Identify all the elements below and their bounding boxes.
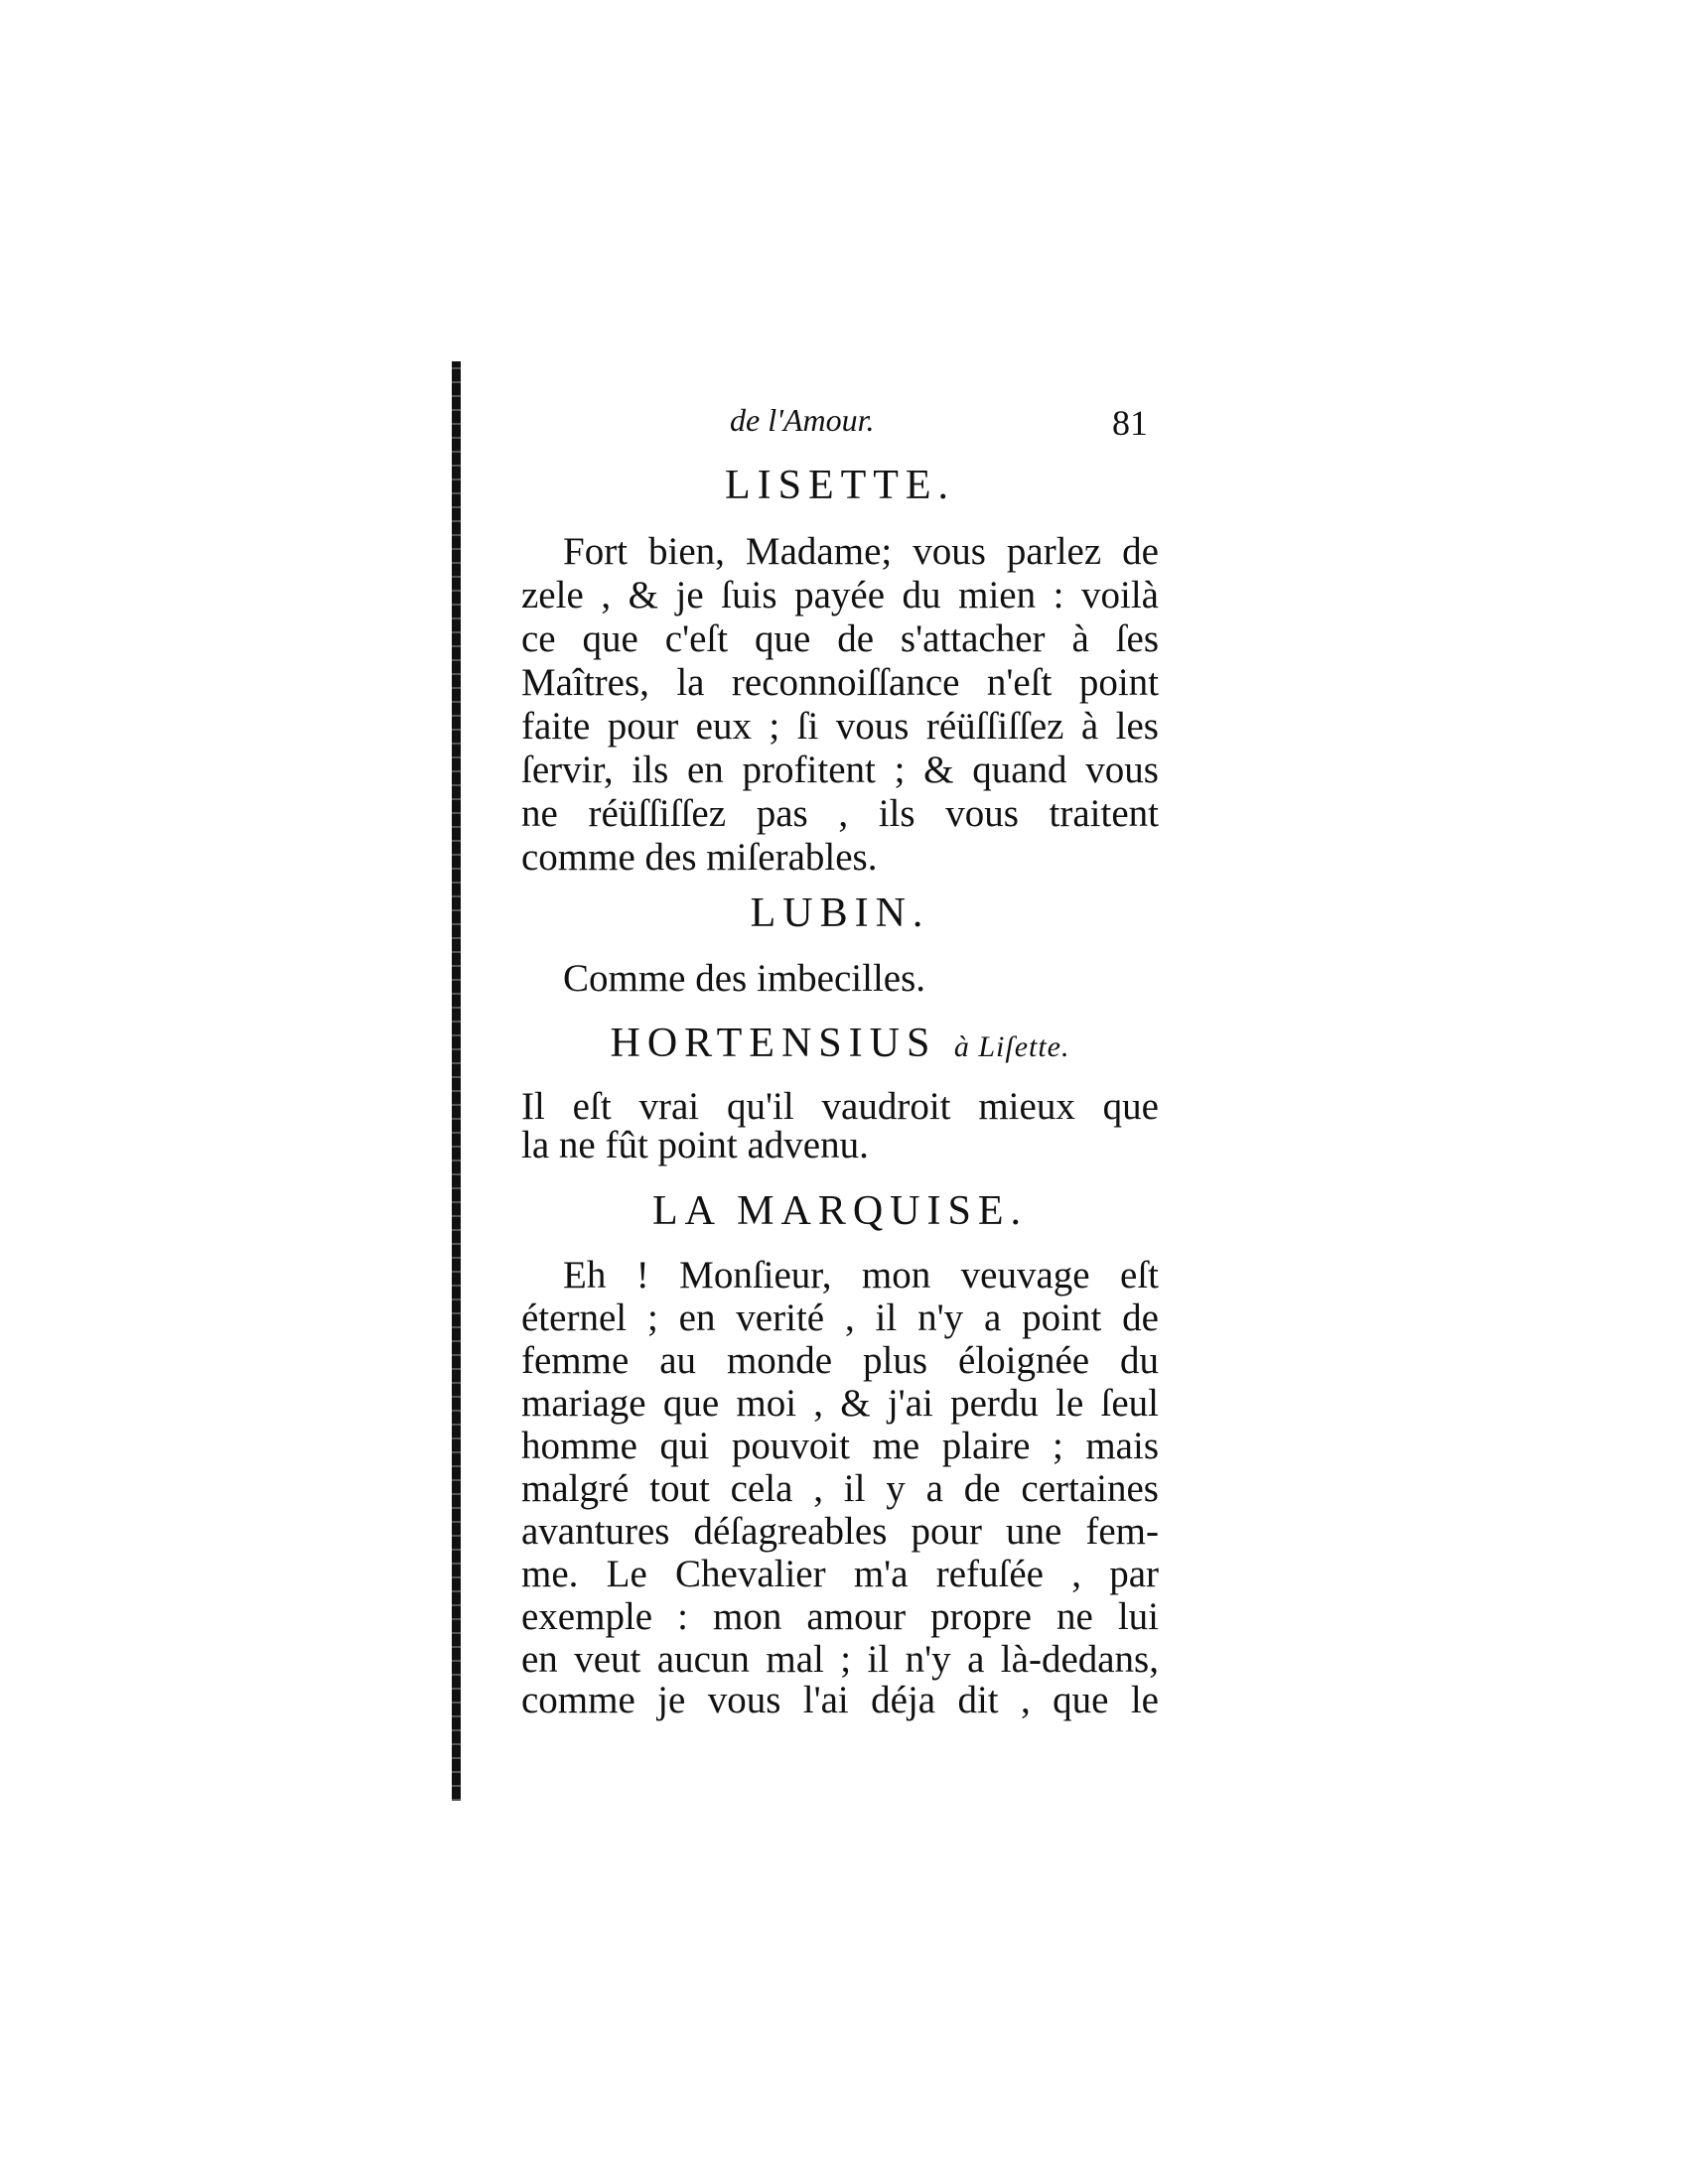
text-line: faite pour eux ; ſi vous réüſſiſſez à les [521,705,1159,748]
text-line: éternel ; en verité , il n'y a point de [521,1297,1159,1339]
speaker-lisette: LISETTE. [724,463,956,508]
text-line: Fort bien, Madame; vous parlez de [563,530,1159,573]
text-line: homme qui pouvoit me plaire ; mais [521,1425,1159,1467]
page-number: 81 [1112,403,1148,443]
text-line: malgré tout cela , il y a de certaines [521,1467,1159,1510]
text-line: avantures déſagreables pour une fem- [521,1510,1159,1553]
text-line: femme au monde plus éloignée du [521,1339,1159,1382]
text-line: en veut aucun mal ; il n'y a là-dedans, [521,1638,1159,1681]
speaker-name: HORTENSIUS [610,1021,937,1066]
text-line: ne réüſſiſſez pas , ils vous traitent [521,792,1159,835]
stage-direction: à Liſette. [953,1030,1070,1063]
binding-edge [452,361,461,1801]
text-line: exemple : mon amour propre ne lui [521,1595,1159,1638]
speaker-lubin: LUBIN. [750,890,930,936]
text-line: zele , & je ſuis payée du mien : voilà [521,574,1159,616]
text-line: Comme des imbecilles. [563,957,926,1000]
speaker-la-marquise: LA MARQUISE. [651,1188,1029,1234]
running-title: de l'Amour. [730,402,875,438]
text-line: comme je vous l'ai déja dit , que le [521,1679,1159,1721]
text-line: Il eſt vrai qu'il vaudroit mieux que [521,1085,1159,1128]
text-line: mariage que moi , & j'ai perdu le ſeul [521,1382,1159,1425]
speaker-hortensius [521,1019,1159,1072]
text-line: ce que c'eſt que de s'attacher à ſes [521,617,1159,660]
text-line: la ne fût point advenu. [521,1124,869,1166]
text-line: Eh ! Monſieur, mon veuvage eſt [563,1254,1159,1297]
text-line: Maîtres, la reconnoiſſance n'eſt point [521,661,1159,704]
text-line: ſervir, ils en profitent ; & quand vous [521,749,1159,791]
text-line: comme des miſerables. [521,836,878,879]
text-line: me. Le Chevalier m'a refuſée , par [521,1553,1159,1595]
